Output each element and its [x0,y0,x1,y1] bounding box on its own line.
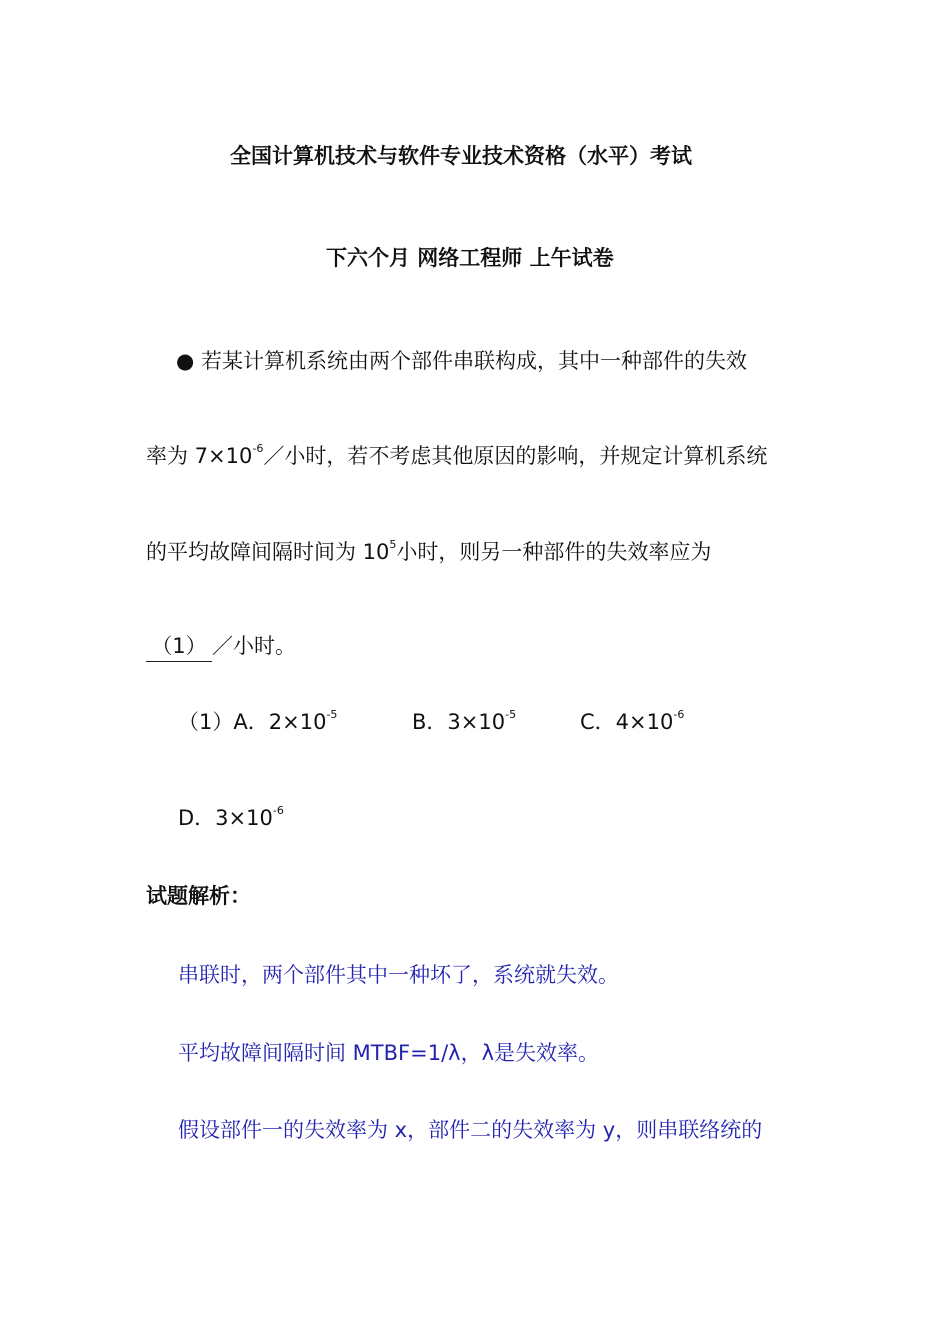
analysis-paragraph-3: 假设部件一的失效率为 x，部件二的失效率为 y，则串联络统的 [178,1118,763,1142]
options-row-1 [178,706,337,736]
analysis-paragraph-1: 串联时，两个部件其中一种坏了，系统就失效。 [178,963,619,987]
analysis-heading: 试题解析： [146,884,251,908]
option-number: （1） [178,710,234,734]
option-d: D．$3\times 10^{-6}$ [178,804,284,830]
answer-blank: （1） [146,630,212,662]
option-c: C．$4\times 10^{-6}$ [580,708,685,734]
text: 的平均故障间隔时间为 10 [146,540,390,564]
text: 率为 7×10 [146,444,253,468]
question-line-1 [176,345,747,375]
exponent: 5 [389,538,397,551]
analysis-paragraph-2: 平均故障间隔时间 MTBF=1/λ，λ是失效率。 [178,1041,599,1065]
text: 小时，则另一种部件的失效率应为 [396,540,712,564]
option-b: B．$3\times 10^{-5}$ [412,708,517,734]
question-text: 若某计算机系统由两个部件串联构成，其中一种部件的失效 [201,349,748,373]
text: ／小时，若不考虑其他原因的影响，并规定计算机系统 [263,444,768,468]
question-line-4 [146,630,296,662]
exam-title: 全国计算机技术与软件专业技术资格（水平）考试 [230,144,692,168]
text: ／小时。 [212,634,296,658]
question-line-3 [146,536,711,566]
bullet-icon: ● [176,349,195,373]
question-line-2 [146,440,767,470]
option-a: A．$2\times 10^{-5}$ [233,708,338,734]
exponent: -6 [252,442,264,455]
exam-subtitle: 下六个月 网络工程师 上午试卷 [326,246,614,270]
